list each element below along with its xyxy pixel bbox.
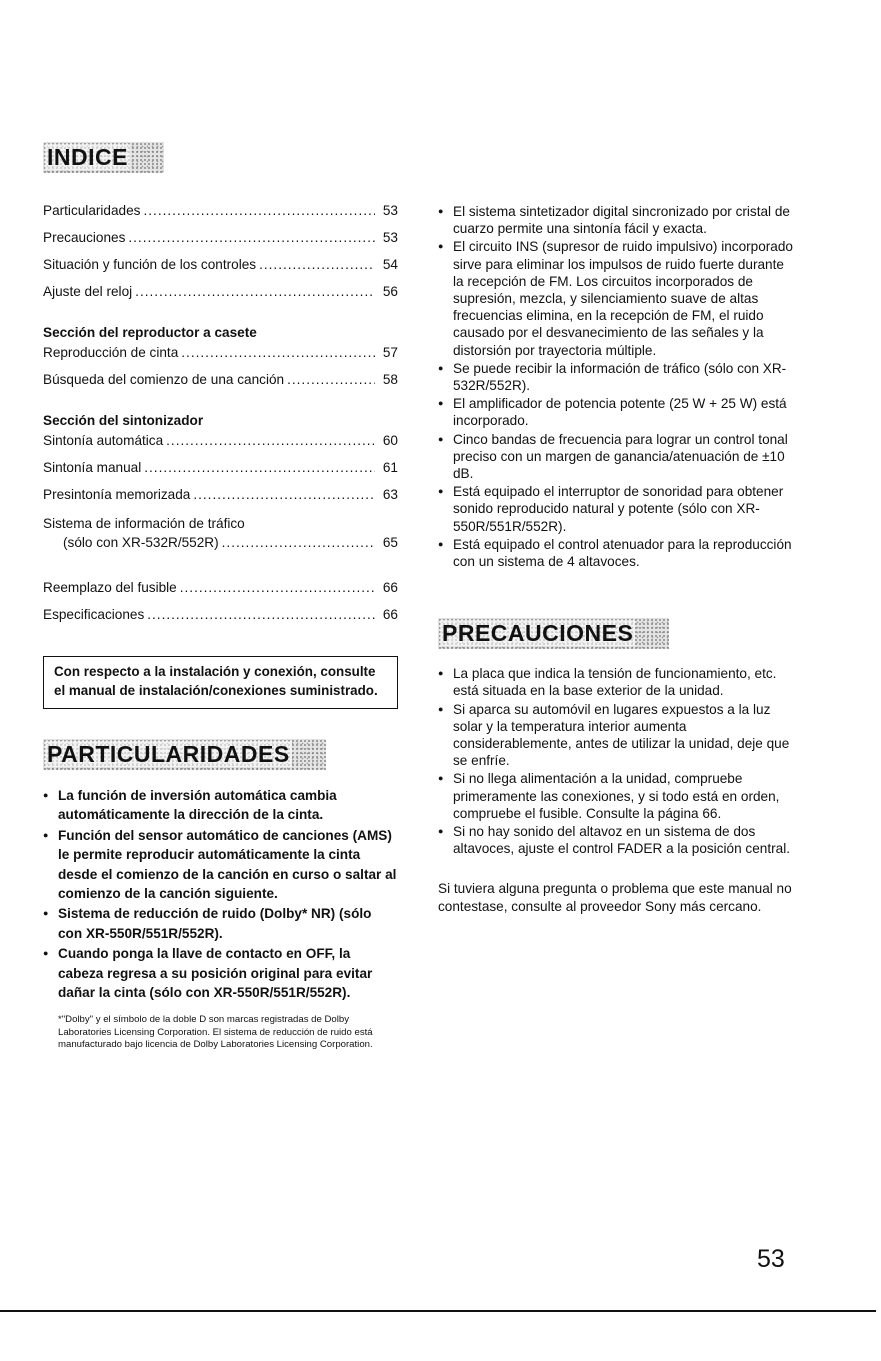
tuner-section-heading: Sección del sintonizador xyxy=(43,413,204,428)
list-item: ● Si aparca su automóvil en lugares expuestos a la luz solar y la temperatura interior aumenta considerablemente, antes de utilizar la unidad, deje que se enfríe. xyxy=(438,701,798,770)
list-item: ● La placa que indica la tensión de funcionamiento, etc. está situada en la base exterior de la unidad. xyxy=(438,665,798,699)
toc-entry[interactable]: Particularidades ..... 53 xyxy=(43,203,398,230)
toc-entry[interactable]: Presintonía memorizada ..... 63 xyxy=(43,487,398,514)
list-item: ● Sistema de reducción de ruido (Dolby* NR) (sólo con XR-550R/551R/552R). xyxy=(43,904,398,943)
closing-paragraph: Si tuviera alguna pregunta o problema que este manual no contestase, consulte al proveedor Sony más cercano. xyxy=(438,880,792,914)
right-column xyxy=(438,203,798,916)
features-list-continued xyxy=(438,203,798,570)
list-item: ● El amplificador de potencia potente (25 W + 25 W) está incorporado. xyxy=(438,395,798,429)
particularidades-heading: PARTICULARIDADES xyxy=(43,739,326,770)
list-item: ● Si no hay sonido del altavoz en un sistema de dos altavoces, ajuste el control FADER a la posición central. xyxy=(438,823,798,857)
bottom-rule xyxy=(0,1310,876,1312)
dolby-footnote: *"Dolby" y el símbolo de la doble D son marcas registradas de Dolby Laboratories Licensing Corporation. El sistema de reducción de ruido está manufacturado bajo licencia de Dolby Laboratories Licensing Corporation. xyxy=(58,1014,373,1051)
toc-entry[interactable]: Precauciones ..... 53 xyxy=(43,230,398,257)
toc-traffic-line2: (sólo con XR-532R/552R) xyxy=(63,535,219,550)
list-item: ● Está equipado el control atenuador para la reproducción con un sistema de 4 altavoces. xyxy=(438,536,798,570)
list-item: ● Cinco bandas de frecuencia para lograr un control tonal preciso con un margen de ganancia/atenuación de ±10 dB. xyxy=(438,431,798,483)
list-item: ● La función de inversión automática cambia automáticamente la dirección de la cinta. xyxy=(43,786,398,825)
table-of-contents xyxy=(43,203,398,634)
list-item: ● Está equipado el interruptor de sonoridad para obtener sonido reproducido natural y potente (sólo con XR-550R/551R/552R). xyxy=(438,483,798,535)
left-column xyxy=(43,142,398,1052)
toc-entry[interactable]: Reproducción de cinta ..... 57 xyxy=(43,345,398,372)
toc-entry[interactable]: Ajuste del reloj ..... 56 xyxy=(43,284,398,311)
list-item: ● El sistema sintetizador digital sincronizado por cristal de cuarzo permite una sintonía fácil y exacta. xyxy=(438,203,798,237)
list-item: ● Cuando ponga la llave de contacto en OFF, la cabeza regresa a su posición original para evitar dañar la cinta (sólo con XR-550R/551R/552R). xyxy=(43,944,398,1002)
toc-entry[interactable]: Sintonía manual ..... 61 xyxy=(43,460,398,487)
list-item: ● Si no llega alimentación a la unidad, compruebe primeramente las conexiones, y si todo está en orden, compruebe el fusible. Consulte la página 66. xyxy=(438,770,798,822)
toc-traffic-line1: Sistema de información de tráfico xyxy=(43,516,245,531)
page-number: 53 xyxy=(757,1245,785,1273)
toc-entry[interactable]: Búsqueda del comienzo de una canción ..... 58 xyxy=(43,372,398,399)
precauciones-heading: PRECAUCIONES xyxy=(438,618,669,649)
toc-entry[interactable]: Reemplazo del fusible ..... 66 xyxy=(43,580,398,607)
list-item: ● Función del sensor automático de canciones (AMS) le permite reproducir automáticamente la cinta desde el comienzo de la canción en curso o saltar al comienzo de la canción siguiente. xyxy=(43,826,398,904)
list-item: ● Se puede recibir la información de tráfico (sólo con XR-532R/552R). xyxy=(438,360,798,394)
toc-entry[interactable]: Situación y función de los controles ..... 54 xyxy=(43,257,398,284)
toc-entry-traffic[interactable]: Sistema de información de tráfico (sólo con XR-532R/552R) ..... 65 xyxy=(43,514,398,552)
installation-notice: Con respecto a la instalación y conexión, consulte el manual de instalación/conexiones suministrado. xyxy=(43,656,398,709)
list-item: ● El circuito INS (supresor de ruido impulsivo) incorporado sirve para eliminar los impulsos de ruido fuerte durante la recepción de FM. Los circuitos incorporados de supresión, mezcla, y silenciamiento suave de altas frecuencias elimina, en la recepción de FM, el ruido causado por el desvanecimiento de las señales y la distorsión por trayectoria múltiple. xyxy=(438,238,798,358)
precautions-list xyxy=(438,665,798,857)
toc-entry[interactable]: Sintonía automática ..... 60 xyxy=(43,433,398,460)
indice-heading: INDICE xyxy=(43,142,164,173)
features-list xyxy=(43,786,398,1002)
cassette-section-heading: Sección del reproductor a casete xyxy=(43,325,257,340)
toc-entry[interactable]: Especificaciones ..... 66 xyxy=(43,607,398,634)
